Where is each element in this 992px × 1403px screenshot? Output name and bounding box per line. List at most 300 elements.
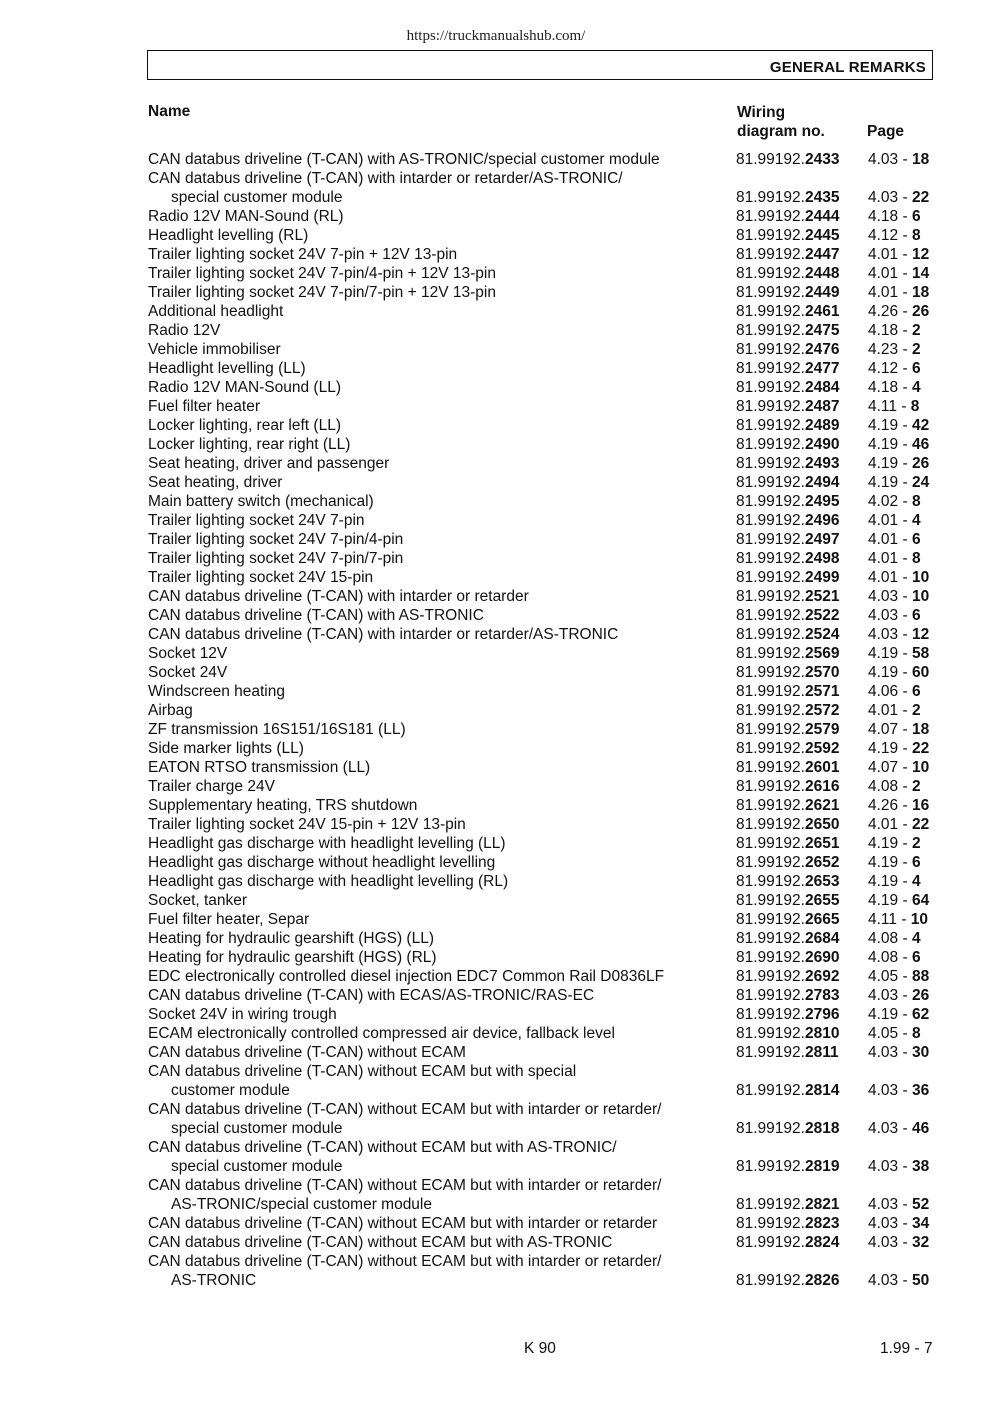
table-row	[0, 568, 992, 587]
page-section: 4.02 -	[868, 493, 912, 510]
diagram-number-suffix: 2522	[804, 607, 840, 624]
row-name-line: Side marker lights (LL)	[148, 740, 304, 757]
wiring-diagram-number	[736, 435, 839, 454]
page-number: 8	[911, 227, 921, 244]
table-row	[0, 644, 992, 663]
diagram-number-prefix: 81.99192.	[736, 227, 805, 244]
wiring-diagram-number	[736, 1233, 839, 1252]
diagram-number-suffix: 2616	[804, 778, 840, 795]
wiring-diagram-number	[736, 245, 839, 264]
diagram-number-prefix: 81.99192.	[736, 512, 805, 529]
page-section: 4.01 -	[868, 569, 912, 586]
table-row	[0, 1100, 992, 1138]
page-reference	[868, 967, 929, 986]
diagram-number-suffix: 2484	[804, 379, 840, 396]
wiring-diagram-number	[736, 340, 839, 359]
table-row	[0, 929, 992, 948]
row-name	[148, 169, 723, 207]
page-number: 60	[911, 664, 930, 681]
table-row	[0, 758, 992, 777]
page-number: 8	[911, 493, 921, 510]
row-name-line: CAN databus driveline (T-CAN) without ECAM but with intarder or retarder/	[148, 1177, 662, 1194]
page-reference	[868, 264, 929, 283]
page-number: 14	[911, 265, 930, 282]
table-row	[0, 796, 992, 815]
page-section: 4.06 -	[868, 683, 912, 700]
row-name-line: Radio 12V MAN-Sound (RL)	[148, 208, 344, 225]
row-name	[148, 682, 723, 701]
page-reference	[868, 378, 921, 397]
page-number: 8	[911, 550, 921, 567]
table-row	[0, 948, 992, 967]
page-reference	[868, 549, 921, 568]
row-name-line: CAN databus driveline (T-CAN) with AS-TRONIC	[148, 607, 484, 624]
row-name-line: Trailer lighting socket 24V 15-pin + 12V 13-pin	[148, 816, 466, 833]
diagram-number-suffix: 2449	[804, 284, 840, 301]
diagram-number-suffix: 2571	[804, 683, 840, 700]
column-header-wiring	[737, 103, 825, 141]
row-name-line: CAN databus driveline (T-CAN) with AS-TRONIC/special customer module	[148, 151, 660, 168]
diagram-number-prefix: 81.99192.	[736, 1082, 805, 1099]
wiring-diagram-number	[736, 359, 839, 378]
diagram-number-suffix: 2435	[804, 189, 840, 206]
page-reference	[868, 682, 921, 701]
page-section: 4.01 -	[868, 265, 912, 282]
row-name-line: CAN databus driveline (T-CAN) with ECAS/AS-TRONIC/RAS-EC	[148, 987, 595, 1004]
row-name-line: ZF transmission 16S151/16S181 (LL)	[148, 721, 406, 738]
page-section: 4.26 -	[868, 303, 912, 320]
page-section: 4.19 -	[868, 474, 912, 491]
page-number: 62	[911, 1006, 930, 1023]
row-name-line: Fuel filter heater, Separ	[148, 911, 310, 928]
row-name	[148, 492, 723, 511]
row-name-line: CAN databus driveline (T-CAN) without ECAM but with special	[148, 1063, 577, 1080]
wiring-diagram-number	[736, 720, 839, 739]
row-name-line: CAN databus driveline (T-CAN) without ECAM but with intarder or retarder/	[148, 1253, 662, 1270]
wiring-diagram-number	[736, 682, 839, 701]
page-reference	[868, 853, 921, 872]
row-name	[148, 625, 723, 644]
diagram-number-prefix: 81.99192.	[736, 1158, 805, 1175]
row-name-line: Heating for hydraulic gearshift (HGS) (RL)	[148, 949, 437, 966]
page-number: 64	[911, 892, 930, 909]
page-reference	[868, 1119, 929, 1138]
page-reference	[868, 188, 929, 207]
table-row	[0, 416, 992, 435]
diagram-number-suffix: 2495	[804, 493, 840, 510]
row-name-line: Headlight gas discharge without headlight levelling	[148, 854, 496, 871]
page-section: 4.01 -	[868, 531, 912, 548]
row-name	[148, 777, 723, 796]
diagram-number-suffix: 2621	[804, 797, 840, 814]
page-number: 10	[911, 588, 930, 605]
page-number: 22	[911, 189, 930, 206]
column-header-name: Name	[148, 103, 191, 120]
table-row	[0, 663, 992, 682]
row-name-line: Headlight levelling (LL)	[148, 360, 306, 377]
page-reference	[868, 625, 929, 644]
row-name-line: Windscreen heating	[148, 683, 285, 700]
table-row	[0, 891, 992, 910]
diagram-number-prefix: 81.99192.	[736, 816, 805, 833]
page-section: 4.07 -	[868, 721, 912, 738]
page-section: 4.05 -	[868, 968, 912, 985]
diagram-number-prefix: 81.99192.	[736, 246, 805, 263]
row-name	[148, 587, 723, 606]
wiring-diagram-number	[736, 777, 839, 796]
diagram-number-prefix: 81.99192.	[736, 778, 805, 795]
diagram-number-suffix: 2823	[804, 1215, 840, 1232]
page-number: 88	[911, 968, 930, 985]
table-row	[0, 378, 992, 397]
wiring-diagram-number	[736, 948, 839, 967]
diagram-number-prefix: 81.99192.	[736, 417, 805, 434]
row-name	[148, 606, 723, 625]
row-name	[148, 245, 723, 264]
page-section: 4.18 -	[868, 208, 912, 225]
page-reference	[868, 245, 929, 264]
diagram-number-prefix: 81.99192.	[736, 189, 805, 206]
page-reference	[868, 530, 921, 549]
page-number: 38	[911, 1158, 930, 1175]
table-row	[0, 1062, 992, 1100]
page-reference	[868, 872, 921, 891]
table-row	[0, 682, 992, 701]
footer-code: K 90	[524, 1340, 556, 1357]
page-section: 4.03 -	[868, 588, 912, 605]
page-section: 4.19 -	[868, 417, 912, 434]
row-name-line: ECAM electronically controlled compressed air device, fallback level	[148, 1025, 615, 1042]
row-name-line: Trailer lighting socket 24V 7-pin/4-pin	[148, 531, 404, 548]
wiring-diagram-number	[736, 663, 839, 682]
row-name-line: CAN databus driveline (T-CAN) without ECAM but with AS-TRONIC/	[148, 1139, 617, 1156]
wiring-diagram-number	[736, 378, 839, 397]
page-section: 4.01 -	[868, 284, 912, 301]
page-number: 18	[911, 284, 930, 301]
page-reference	[868, 834, 921, 853]
diagram-number-suffix: 2684	[804, 930, 840, 947]
row-name	[148, 948, 723, 967]
wiring-diagram-number	[736, 1271, 839, 1290]
wiring-diagram-number	[736, 758, 839, 777]
wiring-diagram-number	[736, 1043, 839, 1062]
page-number: 12	[911, 246, 930, 263]
row-name	[148, 758, 723, 777]
page-section: 4.03 -	[868, 987, 912, 1004]
page-section: 4.01 -	[868, 550, 912, 567]
row-name	[148, 701, 723, 720]
row-name	[148, 1005, 723, 1024]
row-name-line: Locker lighting, rear left (LL)	[148, 417, 341, 434]
table-row	[0, 530, 992, 549]
diagram-number-prefix: 81.99192.	[736, 474, 805, 491]
page-number: 2	[911, 702, 921, 719]
row-name	[148, 1214, 723, 1233]
row-name-line: Trailer lighting socket 24V 7-pin + 12V 13-pin	[148, 246, 458, 263]
row-name-line: CAN databus driveline (T-CAN) without ECAM	[148, 1044, 466, 1061]
page-reference	[868, 511, 921, 530]
table-row	[0, 625, 992, 644]
page-reference	[868, 1157, 929, 1176]
row-name	[148, 1062, 723, 1100]
row-name-line: Trailer lighting socket 24V 7-pin/4-pin + 12V 13-pin	[148, 265, 496, 282]
wiring-diagram-number	[736, 302, 839, 321]
table-row	[0, 815, 992, 834]
diagram-number-suffix: 2824	[804, 1234, 840, 1251]
page-number: 36	[911, 1082, 930, 1099]
row-name-continuation: special customer module	[171, 1158, 343, 1175]
wiring-diagram-number	[736, 264, 839, 283]
diagram-number-prefix: 81.99192.	[736, 873, 805, 890]
page-number: 2	[911, 835, 921, 852]
diagram-number-suffix: 2569	[804, 645, 840, 662]
diagram-number-prefix: 81.99192.	[736, 930, 805, 947]
page-reference	[868, 1214, 929, 1233]
page-section: 4.19 -	[868, 873, 912, 890]
table-row	[0, 777, 992, 796]
row-name	[148, 530, 723, 549]
row-name	[148, 264, 723, 283]
row-name	[148, 321, 723, 340]
wiring-diagram-number	[736, 606, 839, 625]
diagram-number-suffix: 2692	[804, 968, 840, 985]
table-row	[0, 245, 992, 264]
table-row	[0, 397, 992, 416]
diagram-number-prefix: 81.99192.	[736, 341, 805, 358]
row-name-line: Trailer charge 24V	[148, 778, 275, 795]
row-name	[148, 473, 723, 492]
page-number: 10	[911, 759, 930, 776]
diagram-number-prefix: 81.99192.	[736, 683, 805, 700]
page-section: 4.19 -	[868, 664, 912, 681]
row-name	[148, 891, 723, 910]
diagram-number-suffix: 2572	[804, 702, 840, 719]
wiring-diagram-number	[736, 853, 839, 872]
wiring-diagram-number	[736, 416, 839, 435]
wiring-diagram-number	[736, 701, 839, 720]
diagram-number-suffix: 2690	[804, 949, 840, 966]
row-name-line: Main battery switch (mechanical)	[148, 493, 374, 510]
diagram-number-prefix: 81.99192.	[736, 1215, 805, 1232]
table-row	[0, 1252, 992, 1290]
table-row	[0, 1005, 992, 1024]
diagram-number-prefix: 81.99192.	[736, 569, 805, 586]
diagram-number-prefix: 81.99192.	[736, 1120, 805, 1137]
column-header-page: Page	[867, 123, 905, 140]
page-number: 26	[911, 455, 930, 472]
wiring-diagram-number	[736, 587, 839, 606]
wiring-diagram-number	[736, 150, 839, 169]
row-name-line: CAN databus driveline (T-CAN) without ECAM but with intarder or retarder/	[148, 1101, 662, 1118]
diagram-number-suffix: 2652	[804, 854, 840, 871]
table-row	[0, 359, 992, 378]
wiring-diagram-number	[736, 1081, 839, 1100]
table-row	[0, 169, 992, 207]
footer-page-number: 1.99 - 7	[880, 1340, 933, 1357]
table-row	[0, 1233, 992, 1252]
page-section: 4.03 -	[868, 1044, 912, 1061]
page-reference	[868, 758, 929, 777]
section-title: GENERAL REMARKS	[769, 59, 926, 76]
diagram-number-suffix: 2821	[804, 1196, 840, 1213]
page-reference	[868, 492, 921, 511]
column-header-wiring-line2: diagram no.	[737, 123, 825, 140]
page-number: 22	[911, 816, 930, 833]
diagram-number-prefix: 81.99192.	[736, 360, 805, 377]
diagram-number-prefix: 81.99192.	[736, 626, 805, 643]
diagram-number-prefix: 81.99192.	[736, 835, 805, 852]
wiring-diagram-number	[736, 1005, 839, 1024]
diagram-number-suffix: 2433	[804, 151, 840, 168]
wiring-diagram-number	[736, 321, 839, 340]
diagram-number-suffix: 2796	[804, 1006, 840, 1023]
wiring-diagram-number	[736, 967, 839, 986]
page-number: 4	[911, 873, 921, 890]
wiring-diagram-number	[736, 397, 839, 416]
table-row	[0, 720, 992, 739]
page-section: 4.08 -	[868, 949, 912, 966]
page-number: 46	[911, 436, 930, 453]
table-row	[0, 549, 992, 568]
row-name-continuation: customer module	[171, 1082, 290, 1099]
diagram-number-prefix: 81.99192.	[736, 1025, 805, 1042]
diagram-number-prefix: 81.99192.	[736, 740, 805, 757]
page-number: 6	[911, 607, 921, 624]
diagram-number-suffix: 2445	[804, 227, 840, 244]
wiring-diagram-number	[736, 910, 839, 929]
diagram-number-suffix: 2665	[804, 911, 840, 928]
page-section: 4.26 -	[868, 797, 912, 814]
row-name-line: CAN databus driveline (T-CAN) with intarder or retarder/AS-TRONIC/	[148, 170, 623, 187]
header-box	[147, 50, 933, 80]
diagram-number-prefix: 81.99192.	[736, 1196, 805, 1213]
page-reference	[868, 929, 921, 948]
page-number: 6	[911, 531, 921, 548]
page-section: 4.23 -	[868, 341, 912, 358]
diagram-number-suffix: 2494	[804, 474, 840, 491]
table-row	[0, 986, 992, 1005]
row-name-line: Socket 12V	[148, 645, 228, 662]
wiring-diagram-number	[736, 568, 839, 587]
wiring-diagram-number	[736, 1214, 839, 1233]
diagram-number-suffix: 2476	[804, 341, 840, 358]
diagram-number-suffix: 2477	[804, 360, 840, 377]
diagram-number-suffix: 2524	[804, 626, 840, 643]
diagram-number-prefix: 81.99192.	[736, 208, 805, 225]
page-number: 50	[911, 1272, 930, 1289]
diagram-number-prefix: 81.99192.	[736, 493, 805, 510]
row-name-line: Locker lighting, rear right (LL)	[148, 436, 351, 453]
row-name-line: Trailer lighting socket 24V 7-pin/7-pin	[148, 550, 404, 567]
table-row	[0, 587, 992, 606]
row-name-line: Trailer lighting socket 24V 15-pin	[148, 569, 374, 586]
table-row	[0, 207, 992, 226]
page-reference	[868, 1043, 929, 1062]
page-reference	[868, 777, 921, 796]
wiring-diagram-number	[736, 188, 839, 207]
row-name	[148, 1043, 723, 1062]
row-name	[148, 549, 723, 568]
wiring-diagram-number	[736, 891, 839, 910]
table-row	[0, 739, 992, 758]
wiring-diagram-number	[736, 796, 839, 815]
row-name	[148, 340, 723, 359]
page-section: 4.03 -	[868, 1272, 912, 1289]
row-name	[148, 416, 723, 435]
page-section: 4.19 -	[868, 436, 912, 453]
row-name	[148, 853, 723, 872]
page-reference	[868, 796, 929, 815]
row-name-line: Supplementary heating, TRS shutdown	[148, 797, 418, 814]
diagram-number-prefix: 81.99192.	[736, 645, 805, 662]
page-reference	[868, 720, 929, 739]
page-number: 46	[911, 1120, 930, 1137]
row-name	[148, 454, 723, 473]
page-reference	[868, 473, 929, 492]
diagram-number-suffix: 2499	[804, 569, 840, 586]
page-reference	[868, 150, 929, 169]
wiring-diagram-number	[736, 1119, 839, 1138]
diagram-number-suffix: 2814	[804, 1082, 840, 1099]
page-section: 4.03 -	[868, 607, 912, 624]
page-number: 10	[911, 569, 930, 586]
page-number: 2	[911, 778, 921, 795]
diagram-number-prefix: 81.99192.	[736, 987, 805, 1004]
diagram-number-prefix: 81.99192.	[736, 607, 805, 624]
wiring-diagram-number	[736, 1157, 839, 1176]
diagram-number-prefix: 81.99192.	[736, 436, 805, 453]
wiring-diagram-number	[736, 207, 839, 226]
page-section: 4.19 -	[868, 835, 912, 852]
row-name	[148, 720, 723, 739]
row-name	[148, 359, 723, 378]
diagram-number-suffix: 2489	[804, 417, 840, 434]
diagram-number-prefix: 81.99192.	[736, 588, 805, 605]
page-reference	[868, 663, 929, 682]
diagram-number-prefix: 81.99192.	[736, 949, 805, 966]
page-reference	[868, 397, 919, 416]
page-reference	[868, 1081, 929, 1100]
page-number: 58	[911, 645, 930, 662]
row-name-line: Radio 12V	[148, 322, 221, 339]
page-section: 4.01 -	[868, 512, 912, 529]
wiring-diagram-number	[736, 872, 839, 891]
row-name	[148, 796, 723, 815]
row-name	[148, 986, 723, 1005]
row-name-line: Headlight levelling (RL)	[148, 227, 309, 244]
page-section: 4.08 -	[868, 778, 912, 795]
table-row	[0, 910, 992, 929]
diagram-number-prefix: 81.99192.	[736, 284, 805, 301]
table-row	[0, 435, 992, 454]
page-section: 4.01 -	[868, 816, 912, 833]
page-reference	[868, 891, 929, 910]
row-name-line: Seat heating, driver and passenger	[148, 455, 390, 472]
diagram-number-suffix: 2653	[804, 873, 840, 890]
table-row	[0, 1138, 992, 1176]
page-section: 4.03 -	[868, 1158, 912, 1175]
wiring-diagram-number	[736, 226, 839, 245]
row-name	[148, 834, 723, 853]
diagram-number-suffix: 2475	[804, 322, 840, 339]
page-section: 4.03 -	[868, 1082, 912, 1099]
diagram-number-prefix: 81.99192.	[736, 379, 805, 396]
diagram-number-suffix: 2601	[804, 759, 840, 776]
table-row	[0, 701, 992, 720]
page-number: 12	[911, 626, 930, 643]
diagram-number-suffix: 2496	[804, 512, 840, 529]
diagram-number-suffix: 2810	[804, 1025, 840, 1042]
